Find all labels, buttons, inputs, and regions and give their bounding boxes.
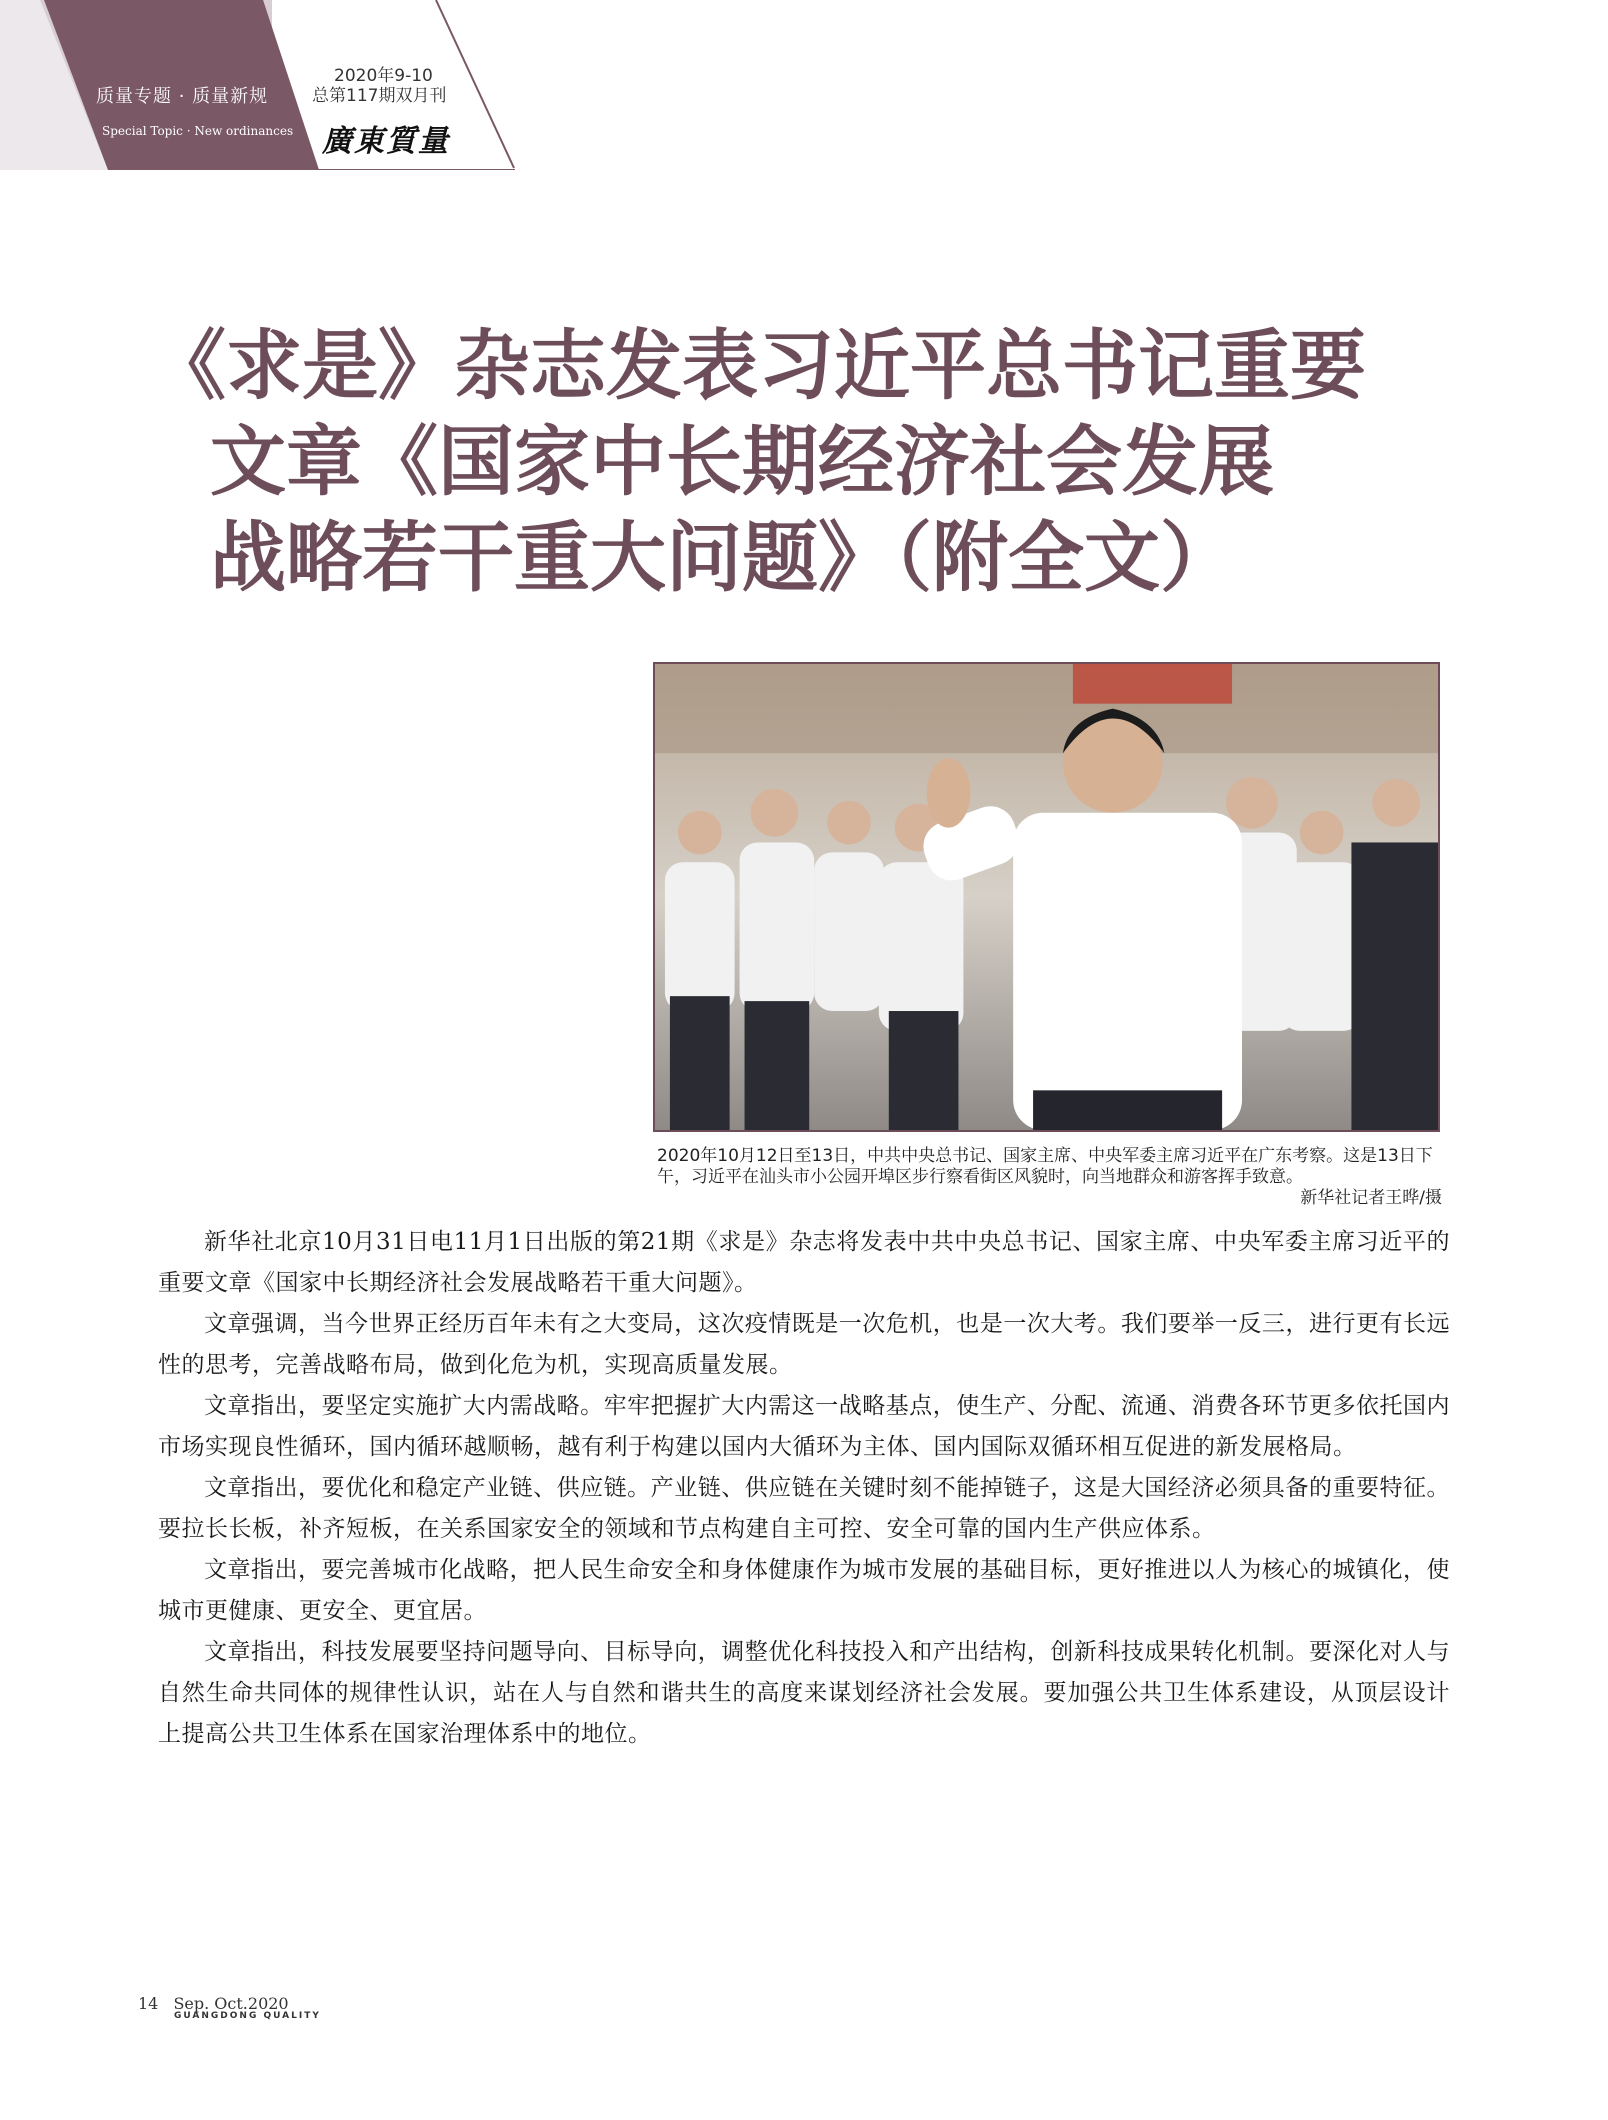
page-footer [138,1994,321,2021]
paragraph: 文章指出，要完善城市化战略，把人民生命安全和身体健康作为城市发展的基础目标，更好推进以人为核心的城镇化，使城市更健康、更安全、更宜居。 [158,1557,1450,1624]
page-number: 14 [138,1994,159,2013]
magazine-logo: 廣東質量 [322,124,450,159]
section-label-en: Special Topic · New ordinances [102,124,294,138]
article-title [150,318,1510,606]
paragraph: 文章指出，科技发展要坚持问题导向、目标导向，调整优化科技投入和产出结构，创新科技成果转化机制。要深化对人与自然生命共同体的规律性认识，站在人与自然和谐共生的高度来谋划经济社会发展。要加强公共卫生体系建设，从顶层设计上提高公共卫生体系在国家治理体系中的地位。 [158,1639,1450,1747]
issue-date-footer: Sep. Oct.2020 [173,1994,289,2013]
title-line-3: 战略若干重大问题》（附全文） [210,513,1236,602]
paragraph: 文章指出，要坚定实施扩大内需战略。牢牢把握扩大内需这一战略基点，使生产、分配、流通、消费各环节更多依托国内市场实现良性循环，国内循环越顺畅，越有利于构建以国内大循环为主体、国内国际双循环相互促进的新发展格局。 [158,1393,1450,1460]
issue-info [312,66,446,106]
issue-date: 2020年9-10 [334,66,433,86]
title-line-2: 文章《国家中长期经济社会发展 [210,417,1274,506]
paragraph: 文章指出，要优化和稳定产业链、供应链。产业链、供应链在关键时刻不能掉链子，这是大国经济必须具备的重要特征。要拉长长板，补齐短板，在关系国家安全的领域和节点构建自主可控、安全可靠的国内生产供应体系。 [158,1475,1450,1542]
photo-caption [657,1146,1442,1209]
paragraph: 文章强调，当今世界正经历百年未有之大变局，这次疫情既是一次危机，也是一次大考。我们要举一反三，进行更有长远性的思考，完善战略布局，做到化危为机，实现高质量发展。 [158,1311,1450,1378]
photo-credit: 新华社记者王晔/摄 [1300,1188,1442,1208]
magazine-name-en: GUANGDONG QUALITY [174,2011,321,2021]
paragraph: 新华社北京10月31日电11月1日出版的第21期《求是》杂志将发表中共中央总书记、国家主席、中央军委主席习近平的重要文章《国家中长期经济社会发展战略若干重大问题》。 [158,1229,1450,1296]
news-photo [653,662,1440,1132]
caption-text: 2020年10月12日至13日，中共中央总书记、国家主席、中央军委主席习近平在广东考察。这是13日下午，习近平在汕头市小公园开埠区步行察看街区风貌时，向当地群众和游客挥手致意。 [657,1146,1433,1187]
title-line-1: 《求是》杂志发表习近平总书记重要 [150,321,1366,410]
article-body [158,1222,1450,1755]
photo-illustration [655,664,1438,1130]
issue-number: 总第117期双月刊 [312,86,447,106]
section-label: 质量专题 · 质量新规 [96,86,269,107]
